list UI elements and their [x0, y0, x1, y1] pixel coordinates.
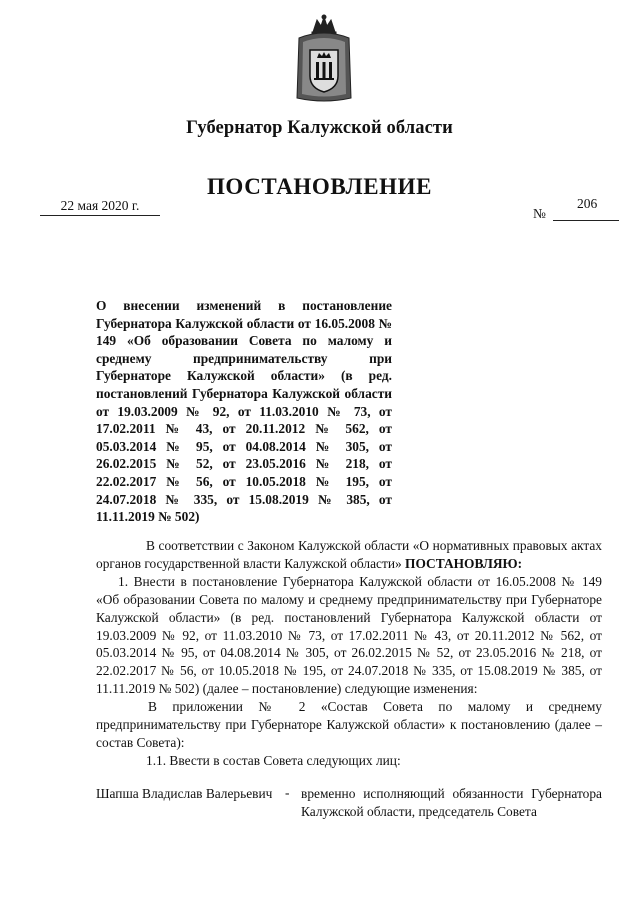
document-body — [96, 537, 602, 770]
preamble-text: В соответствии с Законом Калужской области «О нормативных правовых актах органов государственной власти Калужской области» — [96, 538, 602, 571]
member-name: Шапша Владислав Валерьевич — [96, 786, 273, 801]
resolve-text: ПОСТАНОВЛЯЮ: — [405, 555, 523, 571]
number-sign: № — [533, 206, 546, 221]
document-number: 206 — [577, 196, 598, 211]
issuer-title: Губернатор Калужской области — [186, 118, 453, 138]
item-1-1-paragraph: 1.1. Ввести в состав Совета следующих лиц: — [146, 752, 401, 768]
document-heading: О внесении изменений в постановление Губернатора Калужской области от 16.05.2008 № 149 «Об образовании Совета по малому и среднему предпринимательству при Губернаторе Калужской области» (в ред. постановлений Губернатора Калужской области от 19.03.2009 № 92, от 11.03.2010 № 73, от 17.02.2011 № 43, от 20.11.2012 № 562, от 05.03.2014 № 95, от 04.08.2014 № 305, от 26.02.2015 № 52, от 23.05.2016 № 218, от 22.02.2017 № 56, от 10.05.2018 № 195, от 24.07.2018 № 335, от 15.08.2019 № 385, от 11.11.2019 № 502) — [96, 298, 392, 525]
item-1-paragraph: 1. Внести в постановление Губернатора Калужской области от 16.05.2008 № 149 «Об образовании Совета по малому и среднему предпринимательству при Губернаторе Калужской области» (в ред. постановлений Губернатора Калужской области от 19.03.2009 № 92, от 11.03.2010 № 73, от 17.02.2011 № 43, от 20.11.2012 № 562, от 05.03.2014 № 95, от 04.08.2014 № 305, от 26.02.2015 № 52, от 23.05.2016 № 218, от 22.02.2017 № 56, от 10.05.2018 № 195, от 24.07.2018 № 335, от 15.08.2019 № 385, от 11.11.2019 № 502) (далее – постановление) следующие изменения: — [96, 573, 602, 697]
coat-of-arms-icon — [291, 14, 357, 104]
preamble-paragraph — [96, 537, 602, 573]
document-date: 22 мая 2020 г. — [40, 198, 160, 216]
appendix-paragraph: В приложении № 2 «Состав Совета по малому и среднему предпринимательству при Губернаторе Калужской области» к постановлению (далее – состав Совета): — [96, 699, 602, 750]
document-type: ПОСТАНОВЛЕНИЕ — [206, 174, 433, 199]
member-dash: - — [285, 785, 290, 800]
number-underline — [553, 220, 619, 221]
member-role: временно исполняющий обязанности Губернатора Калужской области, председатель Совета — [301, 786, 602, 819]
